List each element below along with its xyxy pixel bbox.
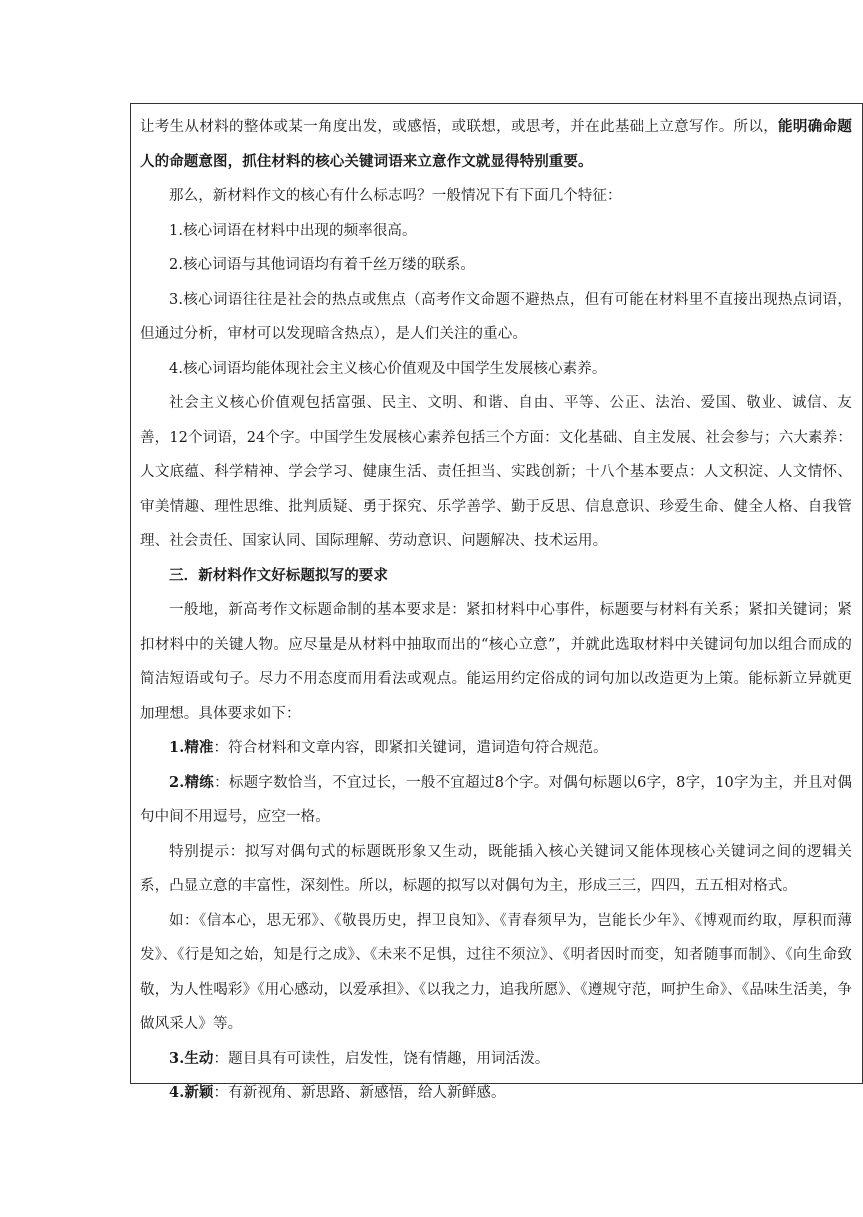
- text-run: ：符合材料和文章内容，即紧扣关键词，遣词造句符合规范。: [213, 740, 608, 756]
- bold-text: 4.新颖: [169, 1084, 214, 1101]
- text-run: ：有新视角、新思路、新感悟，给人新鲜感。: [213, 1085, 506, 1101]
- paragraph: [140, 1042, 852, 1077]
- paragraph: [140, 559, 852, 594]
- text-run: 那么，新材料作文的核心有什么标志吗？一般情况下有下面几个特征：: [169, 188, 622, 204]
- paragraph: [140, 110, 852, 179]
- bold-text: 三．新材料作文好标题拟写的要求: [169, 566, 388, 584]
- paragraph: [140, 731, 852, 766]
- text-run: 社会主义核心价值观包括富强、民主、文明、和谐、自由、平等、公正、法治、爱国、敬业、诚信、友善，12个词语，24个字。中国学生发展核心素养包括三个方面：文化基础、自主发展、社会参与；六大素养：人文底蕴、科学精神、学会学习、健康生活、责任担当、实践创新；十八个基本要点：人文积淀、人文情怀、审美情趣、理性思维、批判质疑、勇于探究、乐学善学、勤于反思、信息意识、珍爱生命、健全人格、自我管理、社会责任、国家认同、国际理解、劳动意识、问题解决、技术运用。: [140, 395, 852, 549]
- paragraph: [140, 1076, 852, 1111]
- text-run: ：标题字数恰当，不宜过长，一般不宜超过8个字。对偶句标题以6字，8字，10字为主，并且对偶句中间不用逗号，应空一格。: [140, 774, 853, 825]
- paragraph: [140, 766, 852, 835]
- bold-text: 1.精准: [169, 739, 214, 756]
- paragraph: [140, 214, 852, 249]
- text-run: 4.核心词语均能体现社会主义核心价值观及中国学生发展核心素养。: [169, 360, 607, 377]
- document-frame: [130, 103, 863, 1101]
- bold-text: 2.精练: [169, 773, 215, 791]
- text-run: 特别提示：拟写对偶句式的标题既形象又生动，既能插入核心关键词又能体现核心关键词之间的逻辑关系，凸显立意的丰富性，深刻性。所以，标题的拟写以对偶句为主，形成三三，四四，五五相对格式。: [140, 843, 852, 894]
- paragraph: [140, 835, 852, 904]
- paragraph: [140, 352, 852, 387]
- paragraph: [140, 593, 852, 731]
- paragraph: [140, 283, 852, 352]
- text-run: 2.核心词语与其他词语均有着千丝万缕的联系。: [169, 257, 476, 273]
- paragraph: [140, 248, 852, 283]
- paragraph: [140, 904, 852, 1042]
- text-run: 1.核心词语在材料中出现的频率很高。: [169, 222, 417, 239]
- paragraph: [140, 386, 852, 559]
- bold-text: 3.生动: [169, 1049, 214, 1067]
- bold-text: 能明确命题人的命题意图，抓住材料的核心关键词语来立意作文就显得特别重要。: [140, 118, 853, 170]
- text-run: 如：《信本心，思无邪》、《敬畏历史，捍卫良知》、《青春须早为，岂能长少年》、《博观而约取，厚积而薄发》、《行是知之始，知是行之成》、《未来不足惧，过往不须泣》、《明者因时而变，知者随事而制》、《向生命致敬，为人性喝彩》《用心感动，以爱承担》、《以我之力，追我所愿》、《遵规守范，呵护生命》、《品味生活美，争做风采人》等。: [140, 912, 852, 1032]
- paragraph: [140, 179, 852, 214]
- text-run: 一般地，新高考作文标题命制的基本要求是：紧扣材料中心事件，标题要与材料有关系；紧扣关键词；紧扣材料中的关键人物。应尽量是从材料中抽取而出的“核心立意”，并就此选取材料中关键词句加以组合而成的简洁短语或句子。尽力不用态度而用看法或观点。能运用约定俗成的词句加以改造更为上策。能标新立异就更加理想。具体要求如下：: [140, 602, 852, 722]
- text-run: ：题目具有可读性，启发性，饶有情趣，用词活泼。: [213, 1050, 550, 1067]
- text-run: 3.核心词语往往是社会的热点或焦点（高考作文命题不避热点，但有可能在材料里不直接出现热点词语，但通过分析，审材可以发现暗含热点），是人们关注的重心。: [140, 291, 852, 342]
- text-run: 让考生从材料的整体或某一角度出发，或感悟，或联想，或思考，并在此基础上立意写作。所以，: [140, 119, 779, 135]
